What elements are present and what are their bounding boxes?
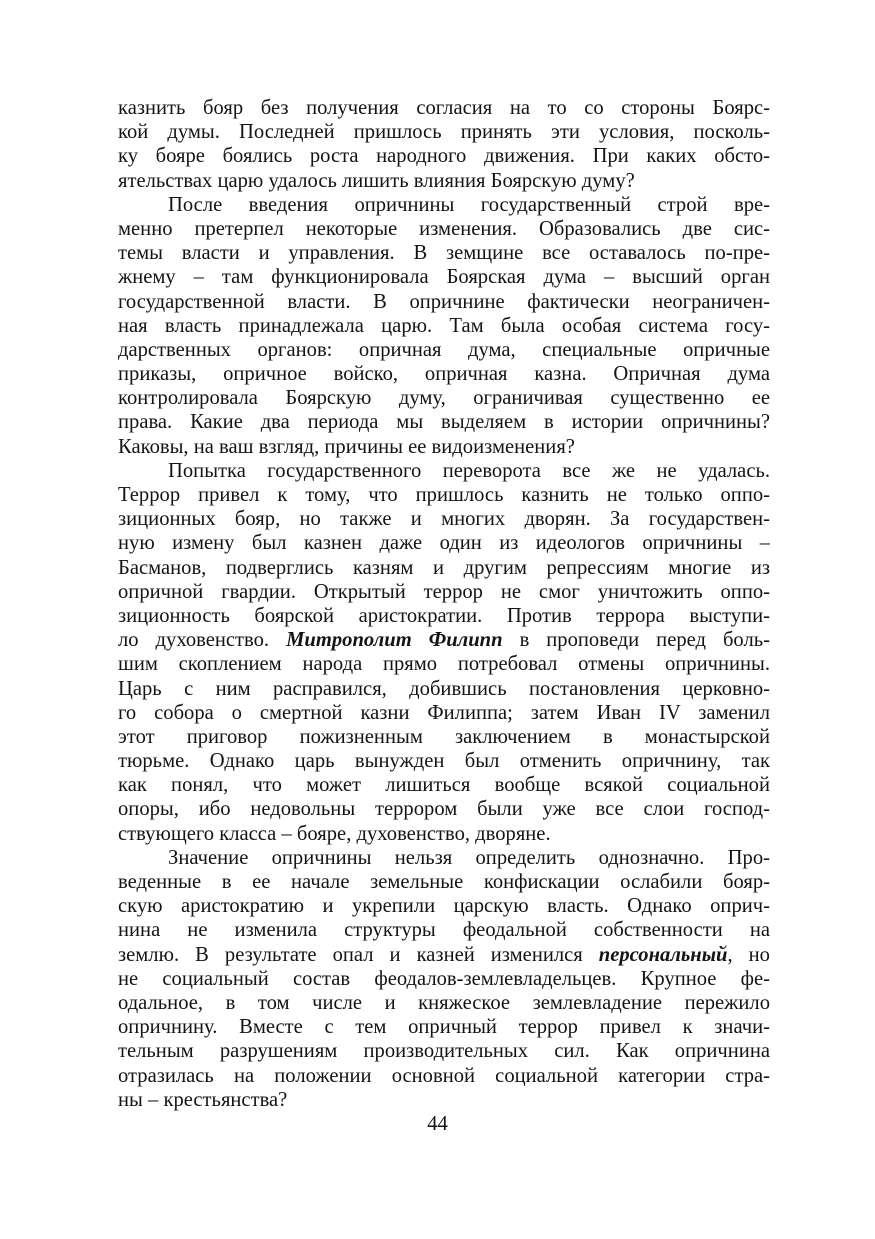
paragraph-3 [118, 459, 770, 846]
text-line: отразилась на положении основной социальной категории стра- [118, 1064, 770, 1087]
text-line: Царь с ним расправился, добившись постановления церковно- [118, 677, 770, 700]
line-start: ло духовенство. [118, 629, 287, 652]
text-line: права. Какие два периода мы выделяем в истории опричнины? [118, 411, 770, 434]
text-line: зиционных бояр, но также и многих дворян. За государствен- [118, 508, 770, 531]
text-line: После введения опричнины государственный строй вре- [168, 193, 770, 216]
line-end: в проповеди перед боль- [519, 629, 770, 652]
text-line: Террор привел к тому, что пришлось казнить не только оппо- [118, 484, 770, 506]
paragraph-1 [118, 96, 770, 193]
text-line-with-emphasis [118, 628, 770, 652]
text-line: ствующего класса – бояре, духовенство, дворяне. [118, 822, 551, 845]
text-line: темы власти и управления. В земщине все оставалось по-пре- [118, 242, 770, 265]
text-line: Каковы, на ваш взгляд, причины ее видоизменения? [118, 435, 575, 458]
emphasis-metropolitan-philip: Митрополит Филипп [286, 629, 503, 652]
text-line: ятельствах царю удалось лишить влияния Боярскую думу? [118, 169, 635, 192]
text-line: веденные в ее начале земельные конфискации ослабили бояр- [118, 871, 770, 893]
text-line: опричной гвардии. Открытый террор не смог уничтожить оппо- [118, 580, 770, 603]
text-line: ны – крестьянства? [118, 1088, 288, 1111]
text-line: государственной власти. В опричнине фактически неограничен- [118, 290, 770, 313]
text-line: не социальный состав феодалов-землевладельцев. Крупное фе- [118, 967, 770, 990]
emphasis-personal: персональный [598, 943, 728, 966]
text-line: одальное, в том числе и княжеское землевладение пережило [118, 991, 770, 1014]
text-line: Значение опричнины нельзя определить однозначно. Про- [168, 846, 770, 869]
text-line: ную измену был казнен даже один из идеологов опричнины – [118, 532, 770, 555]
text-line: шим скоплением народа прямо потребовал отмены опричнины. [118, 653, 770, 676]
text-line: Басманов, подверглись казням и другим репрессиям многие из [118, 556, 770, 579]
text-line: тельным разрушениям производительных сил. Как опричнина [118, 1040, 770, 1063]
text-line: зиционность боярской аристократии. Против террора выступи- [118, 604, 770, 627]
text-line: жнему – там функционировала Боярская дума – высший орган [118, 266, 770, 289]
line-end: , но [727, 943, 770, 966]
paragraph-2 [118, 193, 770, 459]
text-line: опоры, ибо недовольны террором были уже все слои господ- [118, 798, 770, 821]
page-text [118, 96, 770, 1112]
text-line: приказы, опричное войско, опричная казна. Опричная дума [118, 363, 770, 386]
text-line: кой думы. Последней пришлось принять эти условия, посколь- [118, 121, 770, 144]
text-line: ная власть принадлежала царю. Там была особая система госу- [118, 314, 770, 337]
page-number: 44 [427, 1113, 448, 1135]
line-start: землю. В результате опал и казней изменился [118, 943, 599, 966]
text-line: контролировала Боярскую думу, ограничивая существенно ее [118, 387, 770, 410]
text-line: ку бояре боялись роста народного движения. При каких обсто- [118, 145, 770, 168]
text-line: как понял, что может лишиться вообще всякой социальной [118, 774, 770, 797]
text-line: этот приговор пожизненным заключением в монастырской [118, 725, 770, 748]
text-line: дарственных органов: опричная дума, специальные опричные [118, 338, 770, 361]
paragraph-4 [118, 846, 770, 1112]
text-line: нина не изменила структуры феодальной собственности на [118, 919, 770, 942]
text-line: опричнину. Вместе с тем опричный террор привел к значи- [118, 1016, 770, 1039]
text-line: Попытка государственного переворота все же не удалась. [168, 459, 770, 482]
text-line: казнить бояр без получения согласия на то со стороны Боярс- [118, 97, 770, 119]
text-line: го собора о смертной казни Филиппа; затем Иван IV заменил [118, 701, 770, 724]
text-line-with-emphasis [118, 943, 770, 967]
text-line: скую аристократию и укрепили царскую власть. Однако оприч- [118, 895, 770, 918]
text-line: тюрьме. Однако царь вынужден был отменить опричнину, так [118, 750, 770, 773]
text-line: менно претерпел некоторые изменения. Образовались две сис- [118, 217, 770, 240]
